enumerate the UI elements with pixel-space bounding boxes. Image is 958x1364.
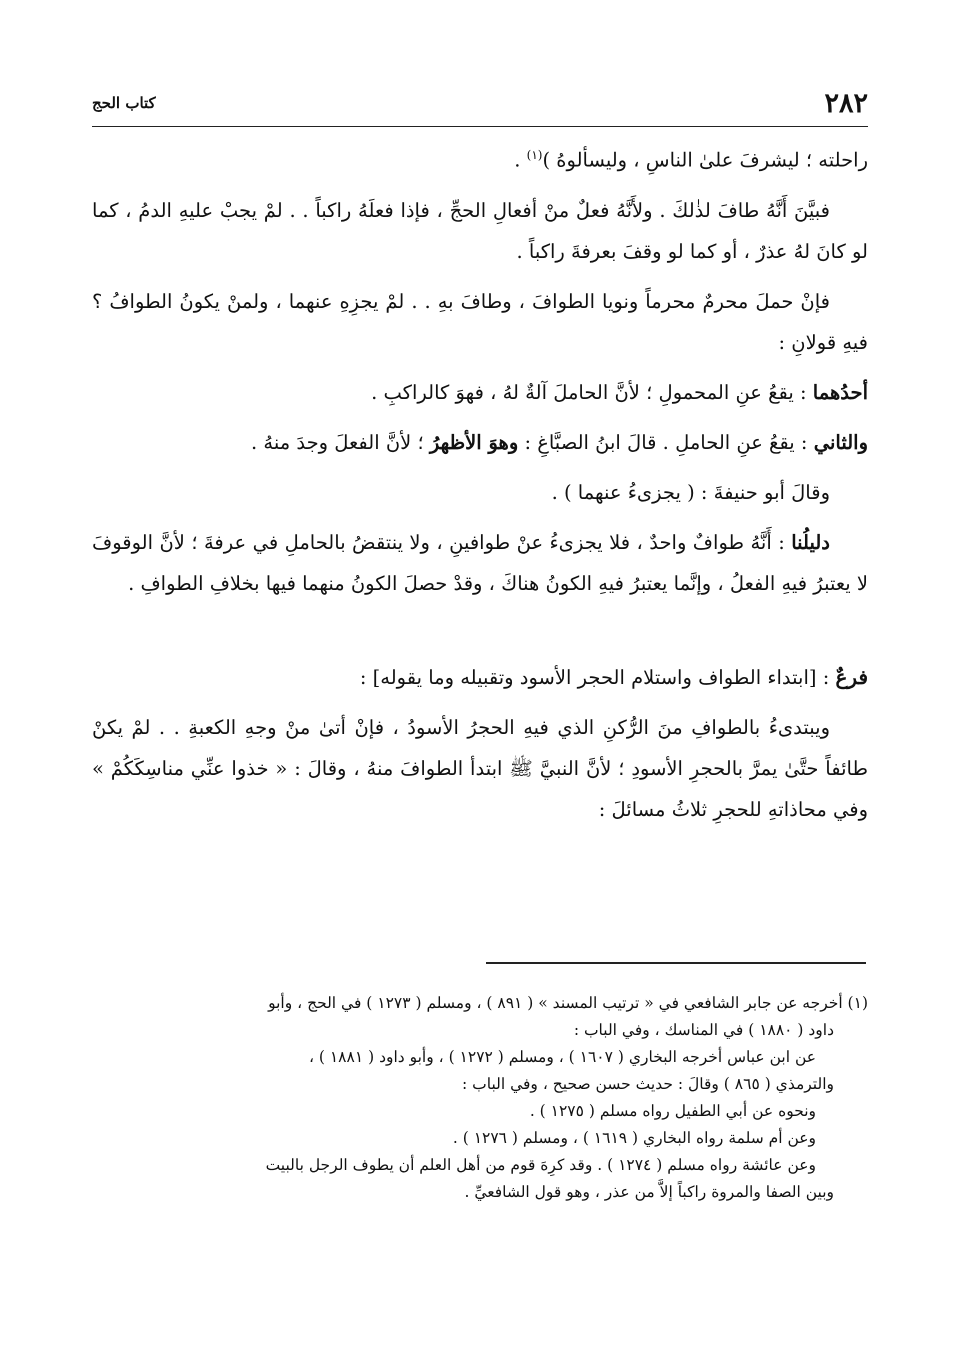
footnote-line: عن ابن عباس أخرجه البخاري ( ١٦٠٧ ) ، ومسلم ( ١٢٧٢ ) ، وأبو داود ( ١٨٨١ ) ، (308, 1048, 816, 1066)
footnote-divider (486, 962, 866, 964)
paragraph: ويبتدىءُ بالطوافِ منَ الرُّكنِ الذي فيهِ الحجرُ الأسودُ ، فإنْ أتىٰ منْ وجهِ الكعبةِ . . لمْ يكنْ طائفاً حتَّىٰ يمرَّ بالحجرِ الأسودِ ؛ لأنَّ النبيَّ ﷺ ابتدأ الطوافَ منهُ ، وقالَ : « خذوا عنِّي مناسِكَكُمْ » وفي محاذاتهِ للحجرِ ثلاثُ مسائلَ : (92, 715, 868, 821)
footnote-line: ونحوه عن أبي الطفيل رواه مسلم ( ١٢٧٥ ) . (529, 1102, 816, 1120)
page-number: ٢٨٢ (824, 88, 868, 119)
paragraph-lead: دليلُنا (791, 530, 830, 554)
emphasis-text: وهوَ الأظهرُ (429, 430, 519, 454)
branch-heading (92, 657, 868, 698)
paragraph: فبيَّنَ أَنَّهُ طافَ لذٰلكَ . ولأَنَّهُ فعلٌ منْ أفعالِ الحجِّ ، فإذا فعلَهُ راكباً . . لمْ يجبْ عليهِ الدمُ ، كما لو كانَ لهُ عذرٌ ، أو كما لو وقفَ بعرفةَ راكباً . (92, 198, 868, 263)
paragraph: وقالَ أبو حنيفةَ : ( يجزىءُ عنهما ) . (551, 480, 830, 504)
paragraph-text: : يقعُ عنِ الحاملِ . قالَ ابنُ الصبَّاغِ : (518, 430, 814, 454)
paragraph-text: : أَنَّهُ طوافٌ واحدٌ ، فلا يجزىءُ عنْ طوافينِ ، ولا ينتقضُ بالحاملِ في عرفةَ ؛ لأنَّ الوقوفَ لا يعتبرُ فيهِ الفعلُ ، وإنَّما يعتبرُ فيهِ الكونُ هناكَ ، وقدْ حصلَ الكونُ منهما فيها بخلافِ الطوافِ . (92, 530, 868, 595)
paragraph-lead: والثاني (813, 430, 868, 454)
footnote-marker: (١) (526, 148, 543, 162)
footnote-line: وعن أم سلمة رواه البخاري ( ١٦١٩ ) ، ومسلم ( ١٢٧٦ ) . (452, 1129, 816, 1147)
footnote-line: وبين الصفا والمروة راكباً إلاَّ من عذر ، وهو قول الشافعيِّ . (464, 1183, 834, 1201)
running-header (92, 84, 868, 127)
paragraph (92, 372, 868, 413)
section-gap (92, 613, 868, 657)
footnote-line: والترمذي ( ٨٦٥ ) وقالَ : حديث حسن صحيح ، وفي الباب : (462, 1075, 834, 1093)
paragraph (92, 135, 868, 181)
paragraph-tail: . (514, 148, 527, 172)
paragraph (92, 422, 868, 463)
main-text (92, 135, 868, 839)
branch-title: : [ابتداء الطواف واستلام الحجر الأسود وتقبيله وما يقوله] : (359, 665, 836, 689)
paragraph-text: راحلته ؛ ليشرفَ علىٰ الناسِ ، وليسألوهُ ) (542, 148, 868, 172)
footnotes (92, 990, 868, 1206)
footnote-line: (١) أخرجه عن جابر الشافعي في « ترتيب المسند » ( ٨٩١ ) ، ومسلم ( ١٢٧٣ ) في الحج ، وأبو (268, 994, 868, 1012)
paragraph-lead: أحدُهما (812, 380, 868, 404)
paragraph-text: : يقعُ عنِ المحمولِ ؛ لأنَّ الحاملَ آلةٌ لهُ ، فهوَ كالراكبِ . (371, 380, 813, 404)
footnote-line: داود ( ١٨٨٠ ) في المناسك ، وفي الباب : (573, 1021, 834, 1039)
book-title: كتاب الحج (92, 94, 156, 112)
paragraph-tail: ؛ لأنَّ الفعلَ وجدَ منهُ . (250, 430, 430, 454)
branch-label: فرعٌ (835, 664, 868, 689)
footnote-line: وعن عائشة رواه مسلم ( ١٢٧٤ ) . وقد كرِهَ قوم من أهل العلم أن يطوف الرجل بالبيت (265, 1156, 816, 1174)
paragraph (92, 522, 868, 604)
paragraph: فإنْ حملَ محرمٌ محرماً ونويا الطوافَ ، وطافَ بهِ . . لمْ يجزِهِ عنهما ، ولمنْ يكونُ الطوافُ ؟ فيهِ قولانِ : (92, 289, 868, 354)
